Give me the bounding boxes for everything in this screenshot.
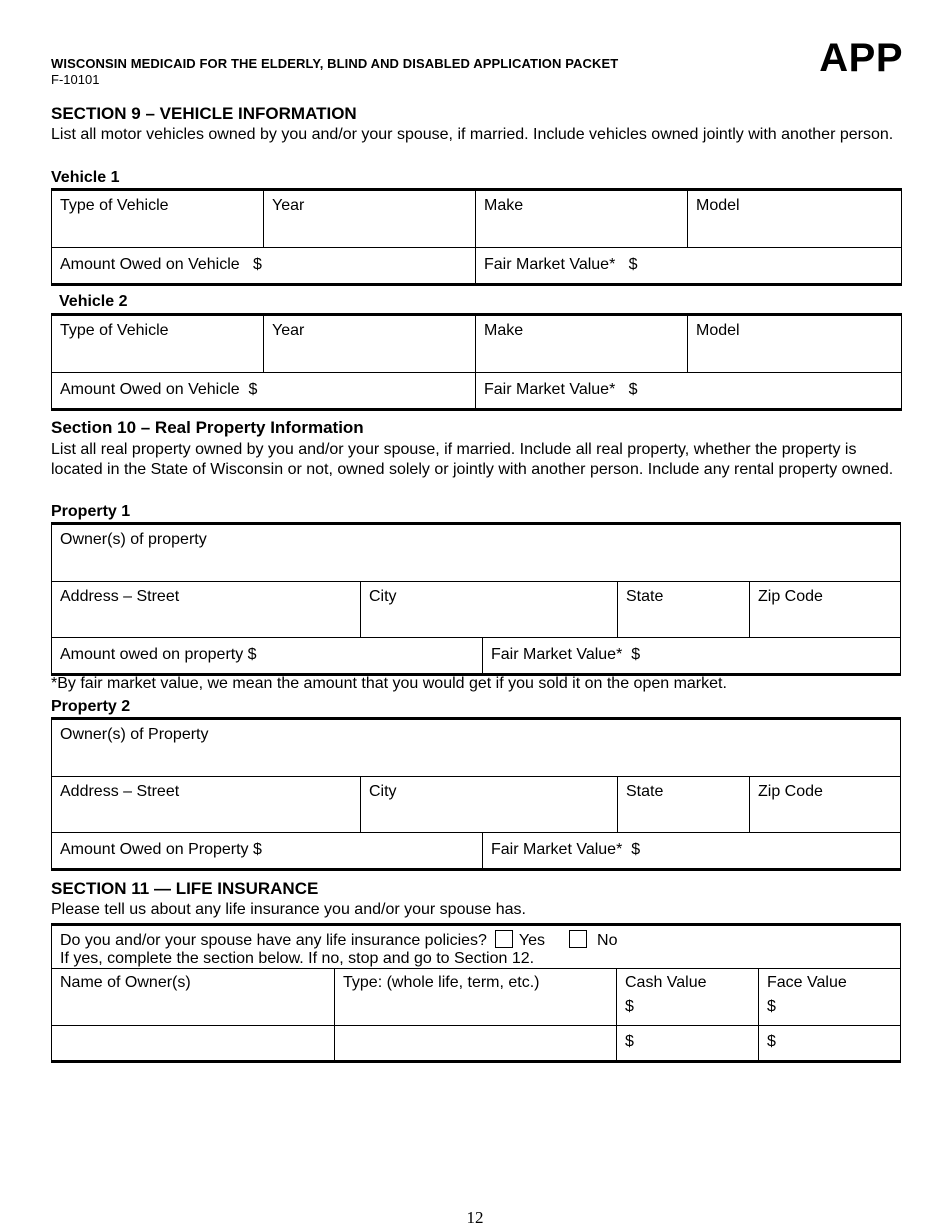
dollar-sign: $ [625,998,634,1015]
life-insurance-table [51,923,901,1063]
vehicle-fmv-label: Fair Market Value* $ [484,381,638,398]
policy-type-header [335,969,617,1026]
vehicle-year-label: Year [272,322,305,339]
section-11-intro: Please tell us about any life insurance you and/or your spouse has. [51,901,526,918]
yes-label: Yes [518,932,546,949]
property-1-city-field[interactable] [361,582,618,638]
property-owed-label: Amount Owed on Property $ [60,841,262,858]
vehicle-1-owed-field[interactable] [52,248,476,285]
no-label: No [597,932,618,949]
life-insurance-instruction: If yes, complete the section below. If no, stop and go to Section 12. [60,950,535,967]
form-title: WISCONSIN MEDICAID FOR THE ELDERLY, BLIND AND DISABLED APPLICATION PACKET [51,56,619,71]
vehicle-1-table [51,188,902,286]
property-2-fmv-field[interactable] [483,833,901,870]
vehicle-make-label: Make [484,197,524,214]
property-1-zip-field[interactable] [750,582,901,638]
section-10-heading: Section 10 – Real Property Information [51,418,364,437]
vehicle-owed-label: Amount Owed on Vehicle $ [60,256,262,273]
fmv-footnote: *By fair market value, we mean the amount that you would get if you sold it on the open market. [51,675,727,692]
vehicle-type-label: Type of Vehicle [60,197,169,214]
property-2-owners-field[interactable] [52,719,901,777]
vehicle-2-model-field[interactable] [688,315,902,373]
vehicle-owed-label: Amount Owed on Vehicle $ [60,381,258,398]
property-fmv-label: Fair Market Value* $ [491,841,641,858]
dollar-sign: $ [767,1033,776,1050]
yes-checkbox[interactable] [495,930,513,948]
property-1-owed-field[interactable] [52,638,483,675]
property-city-label: City [369,783,397,800]
property-2-state-field[interactable] [618,777,750,833]
app-badge: APP [819,36,903,80]
property-zip-label: Zip Code [758,588,823,605]
property-state-label: State [626,783,664,800]
property-zip-label: Zip Code [758,783,823,800]
property-1-fmv-field[interactable] [483,638,901,675]
life-insurance-question-cell [52,925,901,969]
policy-type-label: Type: (whole life, term, etc.) [343,974,540,991]
vehicle-fmv-label: Fair Market Value* $ [484,256,638,273]
vehicle-model-label: Model [696,322,740,339]
face-value-field[interactable] [759,969,901,1026]
property-1-table [51,522,901,676]
cash-value-input[interactable] [617,1026,759,1062]
vehicle-1-label: Vehicle 1 [51,169,120,186]
section-11-heading: SECTION 11 — LIFE INSURANCE [51,879,319,898]
vehicle-1-model-field[interactable] [688,190,902,248]
property-street-label: Address – Street [60,783,180,800]
property-2-street-field[interactable] [52,777,361,833]
property-2-label: Property 2 [51,698,131,715]
property-fmv-label: Fair Market Value* $ [491,646,641,663]
vehicle-2-type-field[interactable] [52,315,264,373]
vehicle-2-label: Vehicle 2 [59,293,128,310]
life-insurance-question: Do you and/or your spouse have any life insurance policies? [60,932,487,949]
vehicle-1-make-field[interactable] [476,190,688,248]
vehicle-make-label: Make [484,322,524,339]
property-2-city-field[interactable] [361,777,618,833]
no-checkbox[interactable] [569,930,587,948]
property-2-zip-field[interactable] [750,777,901,833]
property-state-label: State [626,588,664,605]
property-1-street-field[interactable] [52,582,361,638]
vehicle-type-label: Type of Vehicle [60,322,169,339]
property-2-owed-field[interactable] [52,833,483,870]
owner-name-input[interactable] [52,1026,335,1062]
property-2-table [51,717,901,871]
form-number: F-10101 [51,72,100,87]
owner-name-label: Name of Owner(s) [60,974,191,991]
face-value-label: Face Value [767,974,847,991]
vehicle-2-fmv-field[interactable] [476,373,902,410]
vehicle-1-fmv-field[interactable] [476,248,902,285]
vehicle-2-year-field[interactable] [264,315,476,373]
owner-name-header [52,969,335,1026]
vehicle-year-label: Year [272,197,305,214]
section-9-heading: SECTION 9 – VEHICLE INFORMATION [51,104,357,123]
vehicle-1-year-field[interactable] [264,190,476,248]
policy-type-input[interactable] [335,1026,617,1062]
property-1-state-field[interactable] [618,582,750,638]
property-owed-label: Amount owed on property $ [60,646,257,663]
cash-value-field[interactable] [617,969,759,1026]
property-city-label: City [369,588,397,605]
property-street-label: Address – Street [60,588,180,605]
vehicle-2-owed-field[interactable] [52,373,476,410]
property-owners-label: Owner(s) of Property [60,726,209,743]
dollar-sign: $ [625,1033,634,1050]
section-9-intro: List all motor vehicles owned by you and/or your spouse, if married. Include vehicles owned jointly with another person. [51,126,894,143]
vehicle-2-table [51,313,902,411]
page-number: 12 [466,1208,484,1227]
cash-value-label: Cash Value [625,974,707,991]
vehicle-1-type-field[interactable] [52,190,264,248]
section-10-intro: List all real property owned by you and/or your spouse, if married. Include all real property, whether the property is located in the State of Wisconsin or not, owned solely or jointly with another person. Include any rental property owned. [51,441,894,478]
face-value-input[interactable] [759,1026,901,1062]
property-1-owners-field[interactable] [52,524,901,582]
vehicle-model-label: Model [696,197,740,214]
property-owners-label: Owner(s) of property [60,531,207,548]
dollar-sign: $ [767,998,776,1015]
property-1-label: Property 1 [51,503,131,520]
vehicle-2-make-field[interactable] [476,315,688,373]
